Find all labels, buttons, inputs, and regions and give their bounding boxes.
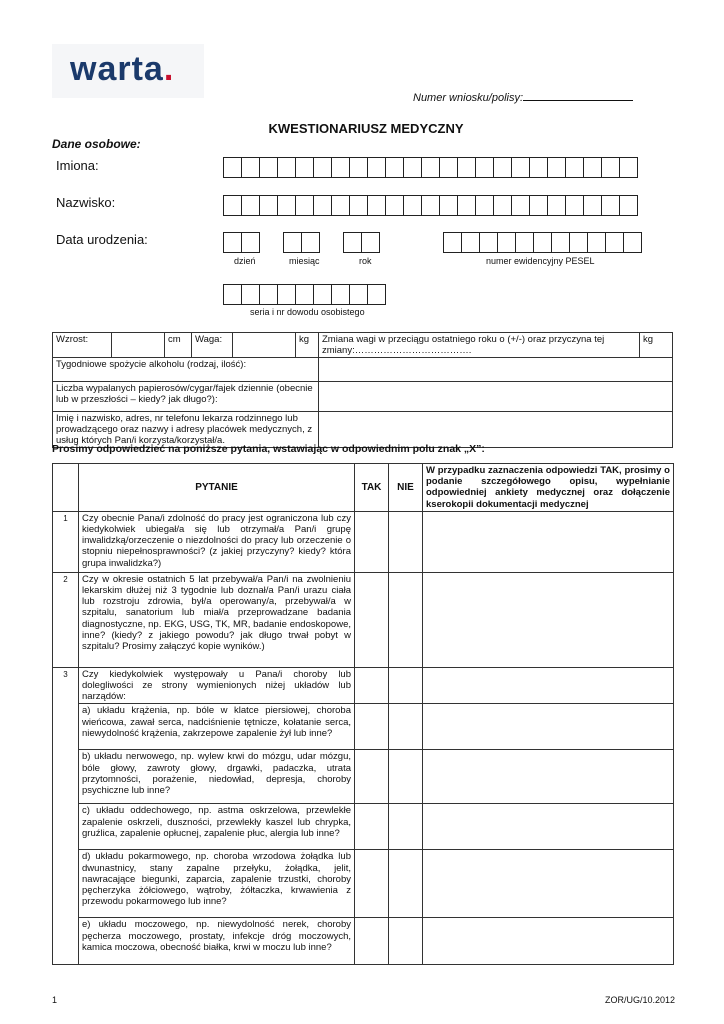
question-number: 1	[53, 511, 79, 572]
no-checkbox[interactable]	[389, 918, 423, 965]
no-checkbox[interactable]	[389, 511, 423, 572]
yes-header: TAK	[355, 464, 389, 512]
question-text: e) układu moczowego, np. niewydolność nerek, choroby pęcherza moczowego, prostaty, infekcje dróg moczowych, kamica moczowa, obecność białka, krwi w moczu lub inne?	[79, 918, 355, 965]
no-checkbox[interactable]	[389, 804, 423, 850]
form-code: ZOR/UG/10.2012	[605, 995, 676, 1005]
question-text: Czy w okresie ostatnich 5 lat przebywał/a Pan/i na zwolnieniu lekarskim dłużej niż 3 tygodnie lub doznał/a Pan/i urazu ciała lub rozstroju zdrowia, był/a operowany/a, przebywał/a w szpitalu, sanatorium lub miał/a przeprowadzane badania diagnostyczne, np. EKG, USG, TK, MR, badanie endoskopowe, inne? (kiedy? z jakiego powodu? jak długo trwał pobyt w szpitalu? Prosimy załączyć kopie wyników.)	[79, 572, 355, 667]
first-name-label: Imiona:	[56, 158, 99, 173]
note-header: W przypadku zaznaczenia odpowiedzi TAK, prosimy o podanie szczegółowego opisu, wypełnianie odpowiedniej ankiety medycznej oraz dołączenie kserokopii dokumentacji medycznej	[423, 464, 674, 512]
details-field[interactable]	[423, 918, 674, 965]
height-input[interactable]	[112, 333, 165, 358]
number-header	[53, 464, 79, 512]
alcohol-label: Tygodniowe spożycie alkoholu (rodzaj, ilość):	[53, 358, 319, 382]
empty-cell	[355, 667, 389, 704]
birth-date-label: Data urodzenia:	[56, 232, 148, 247]
kg-unit-2: kg	[640, 333, 673, 358]
policy-number-field[interactable]: Numer wniosku/polisy:	[413, 90, 633, 104]
year-caption: rok	[359, 256, 372, 266]
height-label: Wzrost:	[53, 333, 112, 358]
yes-checkbox[interactable]	[355, 572, 389, 667]
no-checkbox[interactable]	[389, 850, 423, 918]
questions-table	[52, 463, 674, 965]
doctor-label: Imię i nazwisko, adres, nr telefonu lekarza rodzinnego lub prowadzącego oraz nazwy i adresy placówek medycznych, z usług których Pan/i korzysta/korzystał/a.	[53, 412, 319, 448]
details-field[interactable]	[423, 750, 674, 804]
details-field[interactable]	[423, 704, 674, 750]
table-row	[53, 704, 674, 750]
table-row	[53, 918, 674, 965]
no-checkbox[interactable]	[389, 572, 423, 667]
year-boxes[interactable]	[343, 232, 379, 253]
cm-unit: cm	[165, 333, 192, 358]
question-text: a) układu krążenia, np. bóle w klatce piersiowej, choroba wieńcowa, zawał serca, nadciśnienie tętnicze, kołatanie serca, niewydolność krążenia, zakrzepowe zapalenie żył lub inne?	[79, 704, 355, 750]
table-row	[53, 572, 674, 667]
alcohol-input[interactable]	[319, 358, 673, 382]
empty-cell	[389, 667, 423, 704]
empty-cell	[423, 667, 674, 704]
question-number: 2	[53, 572, 79, 667]
question-text: b) układu nerwowego, np. wylew krwi do mózgu, udar mózgu, bóle głowy, zawroty głowy, drgawki, padaczka, utrata przytomności, porażenie, niedowład, depresja, choroby psychiczne lub inne?	[79, 750, 355, 804]
instruction-text: Prosimy odpowiedzieć na poniższe pytania, wstawiając w odpowiednim polu znak „X”:	[52, 443, 485, 455]
id-document-boxes[interactable]	[223, 284, 385, 305]
yes-checkbox[interactable]	[355, 804, 389, 850]
pesel-caption: numer ewidencyjny PESEL	[486, 256, 595, 266]
table-row	[53, 667, 674, 704]
table-row	[53, 804, 674, 850]
smoking-input[interactable]	[319, 382, 673, 412]
no-checkbox[interactable]	[389, 750, 423, 804]
yes-checkbox[interactable]	[355, 750, 389, 804]
question-header: PYTANIE	[79, 464, 355, 512]
weight-change-label: Zmiana wagi w przeciągu ostatniego roku o (+/-) oraz przyczyna tej zmiany:……………………………….	[319, 333, 640, 358]
yes-checkbox[interactable]	[355, 918, 389, 965]
month-boxes[interactable]	[283, 232, 319, 253]
table-row	[53, 511, 674, 572]
pesel-boxes[interactable]	[443, 232, 641, 253]
yes-checkbox[interactable]	[355, 850, 389, 918]
question-number: 3	[53, 667, 79, 965]
section-heading: Dane osobowe:	[52, 137, 141, 151]
month-caption: miesiąc	[289, 256, 320, 266]
first-name-boxes[interactable]	[223, 157, 637, 178]
details-field[interactable]	[423, 850, 674, 918]
warta-logo: warta.	[70, 50, 175, 88]
table-row	[53, 850, 674, 918]
no-checkbox[interactable]	[389, 704, 423, 750]
last-name-boxes[interactable]	[223, 195, 637, 216]
question-text: Czy obecnie Pana/i zdolność do pracy jest ograniczona lub czy kiedykolwiek ubiegał/a się lub otrzymał/a Pan/i grupę inwalidzką/orzeczenie o niezdolności do pracy lub orzeczenie o stopniu niepełnosprawności? (z jakiej przyczyny? kiedy? która grupa inwalidzka?)	[79, 511, 355, 572]
day-boxes[interactable]	[223, 232, 259, 253]
table-row	[53, 750, 674, 804]
weight-label: Waga:	[192, 333, 233, 358]
weight-input[interactable]	[233, 333, 296, 358]
day-caption: dzień	[234, 256, 256, 266]
yes-checkbox[interactable]	[355, 704, 389, 750]
question-text: c) układu oddechowego, np. astma oskrzelowa, przewlekłe zapalenie oskrzeli, duszności, przewlekły kaszel lub chrypka, gruźlica, zapalenie opłucnej, zapalenie płuc, alergia lub inne?	[79, 804, 355, 850]
details-field[interactable]	[423, 804, 674, 850]
question-text: Czy kiedykolwiek występowały u Pana/i choroby lub dolegliwości ze strony wymienionych niżej układów lub narządów:	[79, 667, 355, 704]
details-field[interactable]	[423, 511, 674, 572]
yes-checkbox[interactable]	[355, 511, 389, 572]
kg-unit: kg	[296, 333, 319, 358]
page-number: 1	[52, 995, 58, 1005]
question-text: d) układu pokarmowego, np. choroba wrzodowa żołądka lub dwunastnicy, stany zapalne przełyku, żołądka, jelit, nawracające biegunki, zaparcia, zapalenie trzustki, choroby pęcherzyka żółciowego, wątroby, żółtaczka, krwawienia z przewodu pokarmowego lub inne?	[79, 850, 355, 918]
personal-info-table	[52, 332, 673, 448]
details-field[interactable]	[423, 572, 674, 667]
smoking-label: Liczba wypalanych papierosów/cygar/fajek dziennie (obecnie lub w przeszłości – kiedy? jak długo?):	[53, 382, 319, 412]
page-title: KWESTIONARIUSZ MEDYCZNY	[268, 121, 464, 136]
last-name-label: Nazwisko:	[56, 195, 116, 210]
id-document-caption: seria i nr dowodu osobistego	[250, 307, 365, 317]
no-header: NIE	[389, 464, 423, 512]
